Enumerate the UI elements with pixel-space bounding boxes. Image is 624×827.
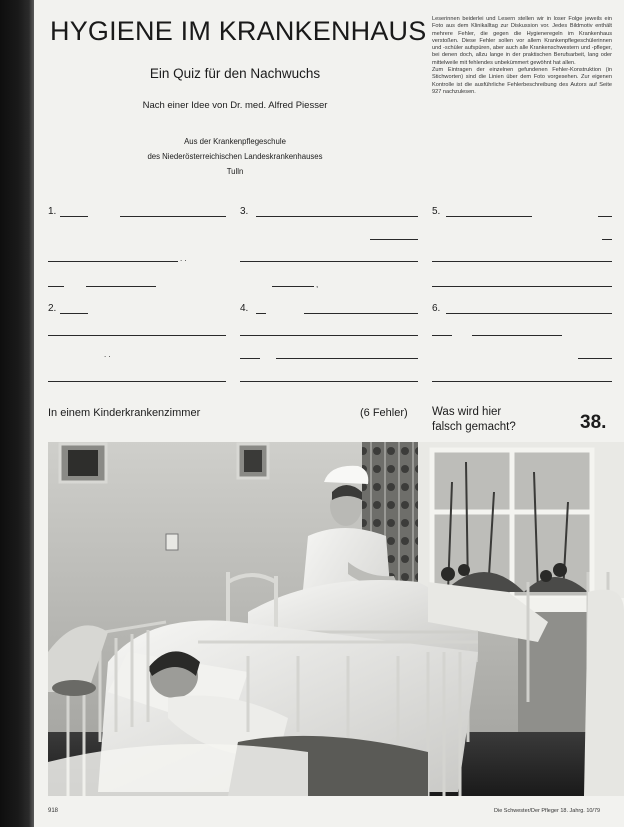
origin-line: Aus der Krankenpflegeschule [184,137,286,146]
answer-line[interactable] [240,358,260,359]
origin-block [50,134,420,179]
answer-line[interactable] [240,261,418,262]
answer-line[interactable] [602,239,612,240]
answer-line[interactable] [304,313,418,314]
question-number: 2. [48,303,57,314]
intro-text [432,16,612,96]
quiz-question-line: falsch gemacht? [432,421,516,433]
answer-line[interactable] [272,286,314,287]
question-number: 4. [240,303,249,314]
answer-line[interactable] [472,335,562,336]
answer-line[interactable] [86,286,156,287]
binding-shadow [0,0,34,827]
quiz-question-line: Was wird hier [432,406,502,418]
origin-line: des Niederösterreichischen Landeskrankenhauses [147,152,323,161]
answer-line[interactable] [446,216,532,217]
intro-paragraph: Zum Eintragen der einzelnen gefundenen Fehler-Konstruktion (in Stichworten) sind die Linien über dem Foto vorgesehen. Zur eigenen Kontrolle ist die ausführliche Fehlerbeschreibung des Autors auf Seite 927 nachzulesen. [432,67,612,95]
answer-line[interactable] [446,313,612,314]
quiz-number: 38. [580,412,607,433]
page-number: 918 [48,808,59,814]
scene-heading: In einem Kinderkrankenzimmer [48,407,201,419]
answer-line[interactable] [432,286,612,287]
answer-line[interactable] [120,216,226,217]
partial-marks: . . [104,350,111,359]
answer-line[interactable] [240,381,418,382]
page-title: HYGIENE IM KRANKENHAUS [50,16,427,46]
intro-paragraph: Leserinnen beiderlei und Lesern stellen wir in loser Folge jeweils ein Foto aus dem Klinikalltag zur Diskussion vor. Jedes Bildmotiv enthält mehrere Fehler, die gegen die Hygieneregeln im Krankenhaus verstoßen. Diese Fehler sollen vor allem Krankenpflegeschülerinnen und -schüler aufspüren, aber auch alle Krankenschwestern und -pfleger, bei denen doch, allzu lange in der praktischen Berufsarbeit, lang oder mittelweile mit fehlendes unbekümmert gewöhnt hat allen. [432,16,612,66]
question-number: 6. [432,303,441,314]
journal-reference: Die Schwester/Der Pfleger 18. Jahrg. 10/79 [494,808,601,814]
answer-line[interactable] [432,381,612,382]
answer-line[interactable] [598,216,612,217]
quiz-question [432,405,562,435]
answer-line[interactable] [48,335,226,336]
answer-line[interactable] [48,381,226,382]
answer-line[interactable] [432,261,612,262]
answer-line[interactable] [578,358,612,359]
answer-line[interactable] [48,286,64,287]
answer-line[interactable] [60,313,88,314]
answer-line[interactable] [432,335,452,336]
answer-line[interactable] [48,261,178,262]
answer-line[interactable] [256,216,418,217]
answer-lines [48,206,624,390]
subtitle: Ein Quiz für den Nachwuchs [149,66,321,81]
question-number: 3. [240,206,249,217]
question-number: 1. [48,206,57,217]
hospital-photo [48,442,624,796]
error-count: (6 Fehler) [360,407,408,419]
byline: Nach einer Idee von Dr. med. Alfred Piesser [142,100,328,111]
question-number: 5. [432,206,441,217]
partial-marks: . . [180,254,187,263]
comma-mark: , [316,280,319,289]
origin-line: Tulln [226,167,244,176]
answer-line[interactable] [240,335,418,336]
answer-line[interactable] [370,239,418,240]
answer-line[interactable] [256,313,266,314]
answer-line[interactable] [276,358,418,359]
answer-line[interactable] [60,216,88,217]
